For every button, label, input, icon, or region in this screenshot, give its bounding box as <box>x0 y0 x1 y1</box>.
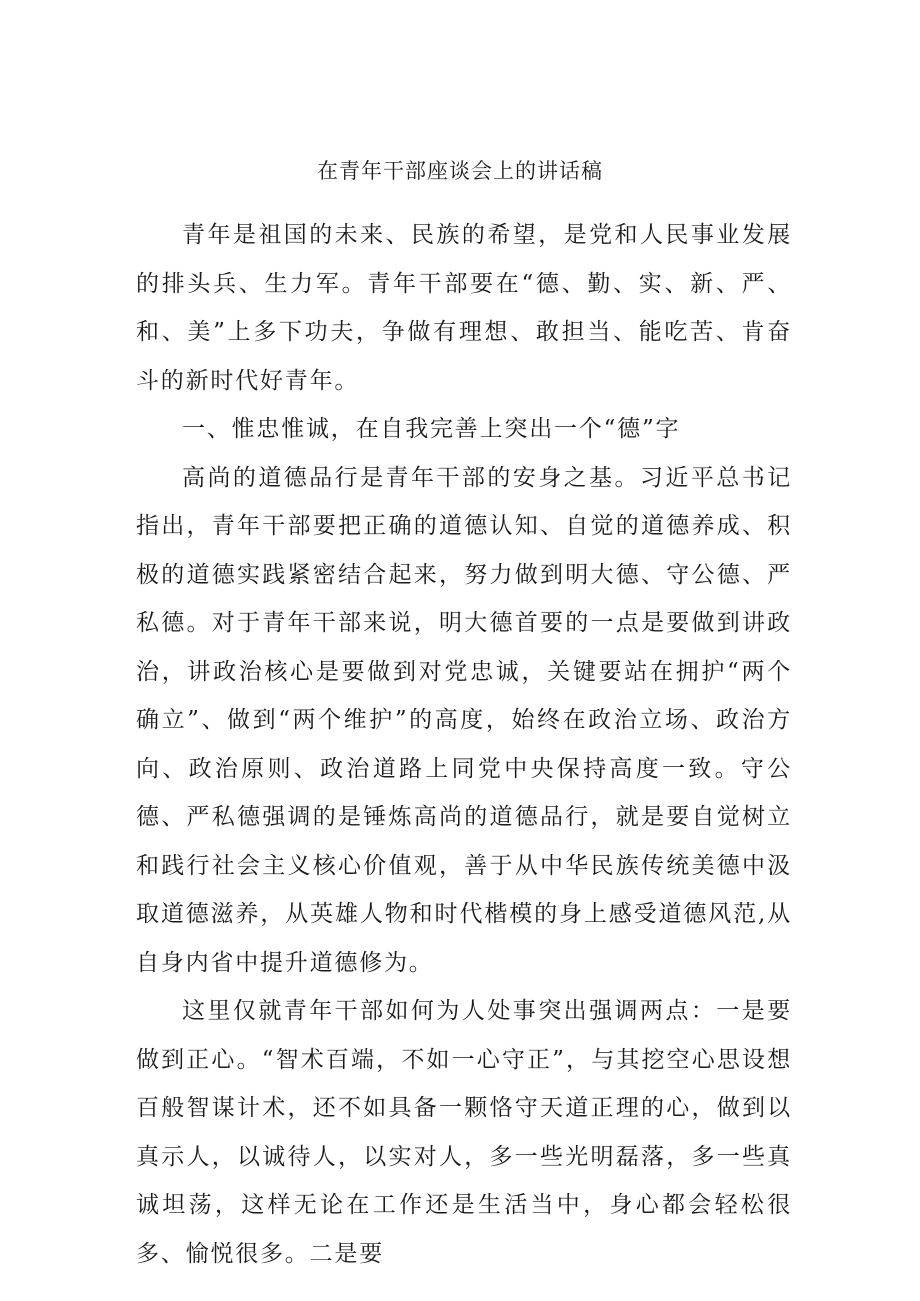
section-1-paragraph-1: 高尚的道德品行是青年干部的安身之基。习近平总书记指出，青年干部要把正确的道德认知、自觉的道德养成、积极的道德实践紧密结合起来，努力做到明大德、守公德、严私德。对于青年干部来说，明大德首要的一点是要做到讲政治，讲政治核心是要做到对党忠诚，关键要站在拥护“两个确立”、做到“两个维护”的高度，始终在政治立场、政治方向、政治原则、政治道路上同党中央保持高度一致。守公德、严私德强调的是锤炼高尚的道德品行，就是要自觉树立和践行社会主义核心价值观，善于从中华民族传统美德中汲取道德滋养，从英雄人物和时代楷模的身上感受道德风范,从自身内省中提升道德修为。 <box>136 464 792 976</box>
intro-paragraph: 青年是祖国的未来、民族的希望，是党和人民事业发展的排头兵、生力军。青年干部要在“德、勤、实、新、严、和、美”上多下功夫，争做有理想、敢担当、能吃苦、肯奋斗的新时代好青年。 <box>136 222 792 394</box>
section-heading-1: 一、惟忠惟诚，在自我完善上突出一个“德”字 <box>182 416 681 442</box>
document-title: 在青年干部座谈会上的讲话稿 <box>317 159 603 183</box>
section-1-paragraph-2: 这里仅就青年干部如何为人处事突出强调两点：一是要做到正心。“智术百端，不如一心守正”，与其挖空心思设想百般智谋计术，还不如具备一颗恪守天道正理的心，做到以真示人，以诚待人，以实对人，多一些光明磊落，多一些真诚坦荡，这样无论在工作还是生活当中，身心都会轻松很多、愉悦很多。二是要 <box>136 998 792 1267</box>
document-body <box>136 211 792 1278</box>
